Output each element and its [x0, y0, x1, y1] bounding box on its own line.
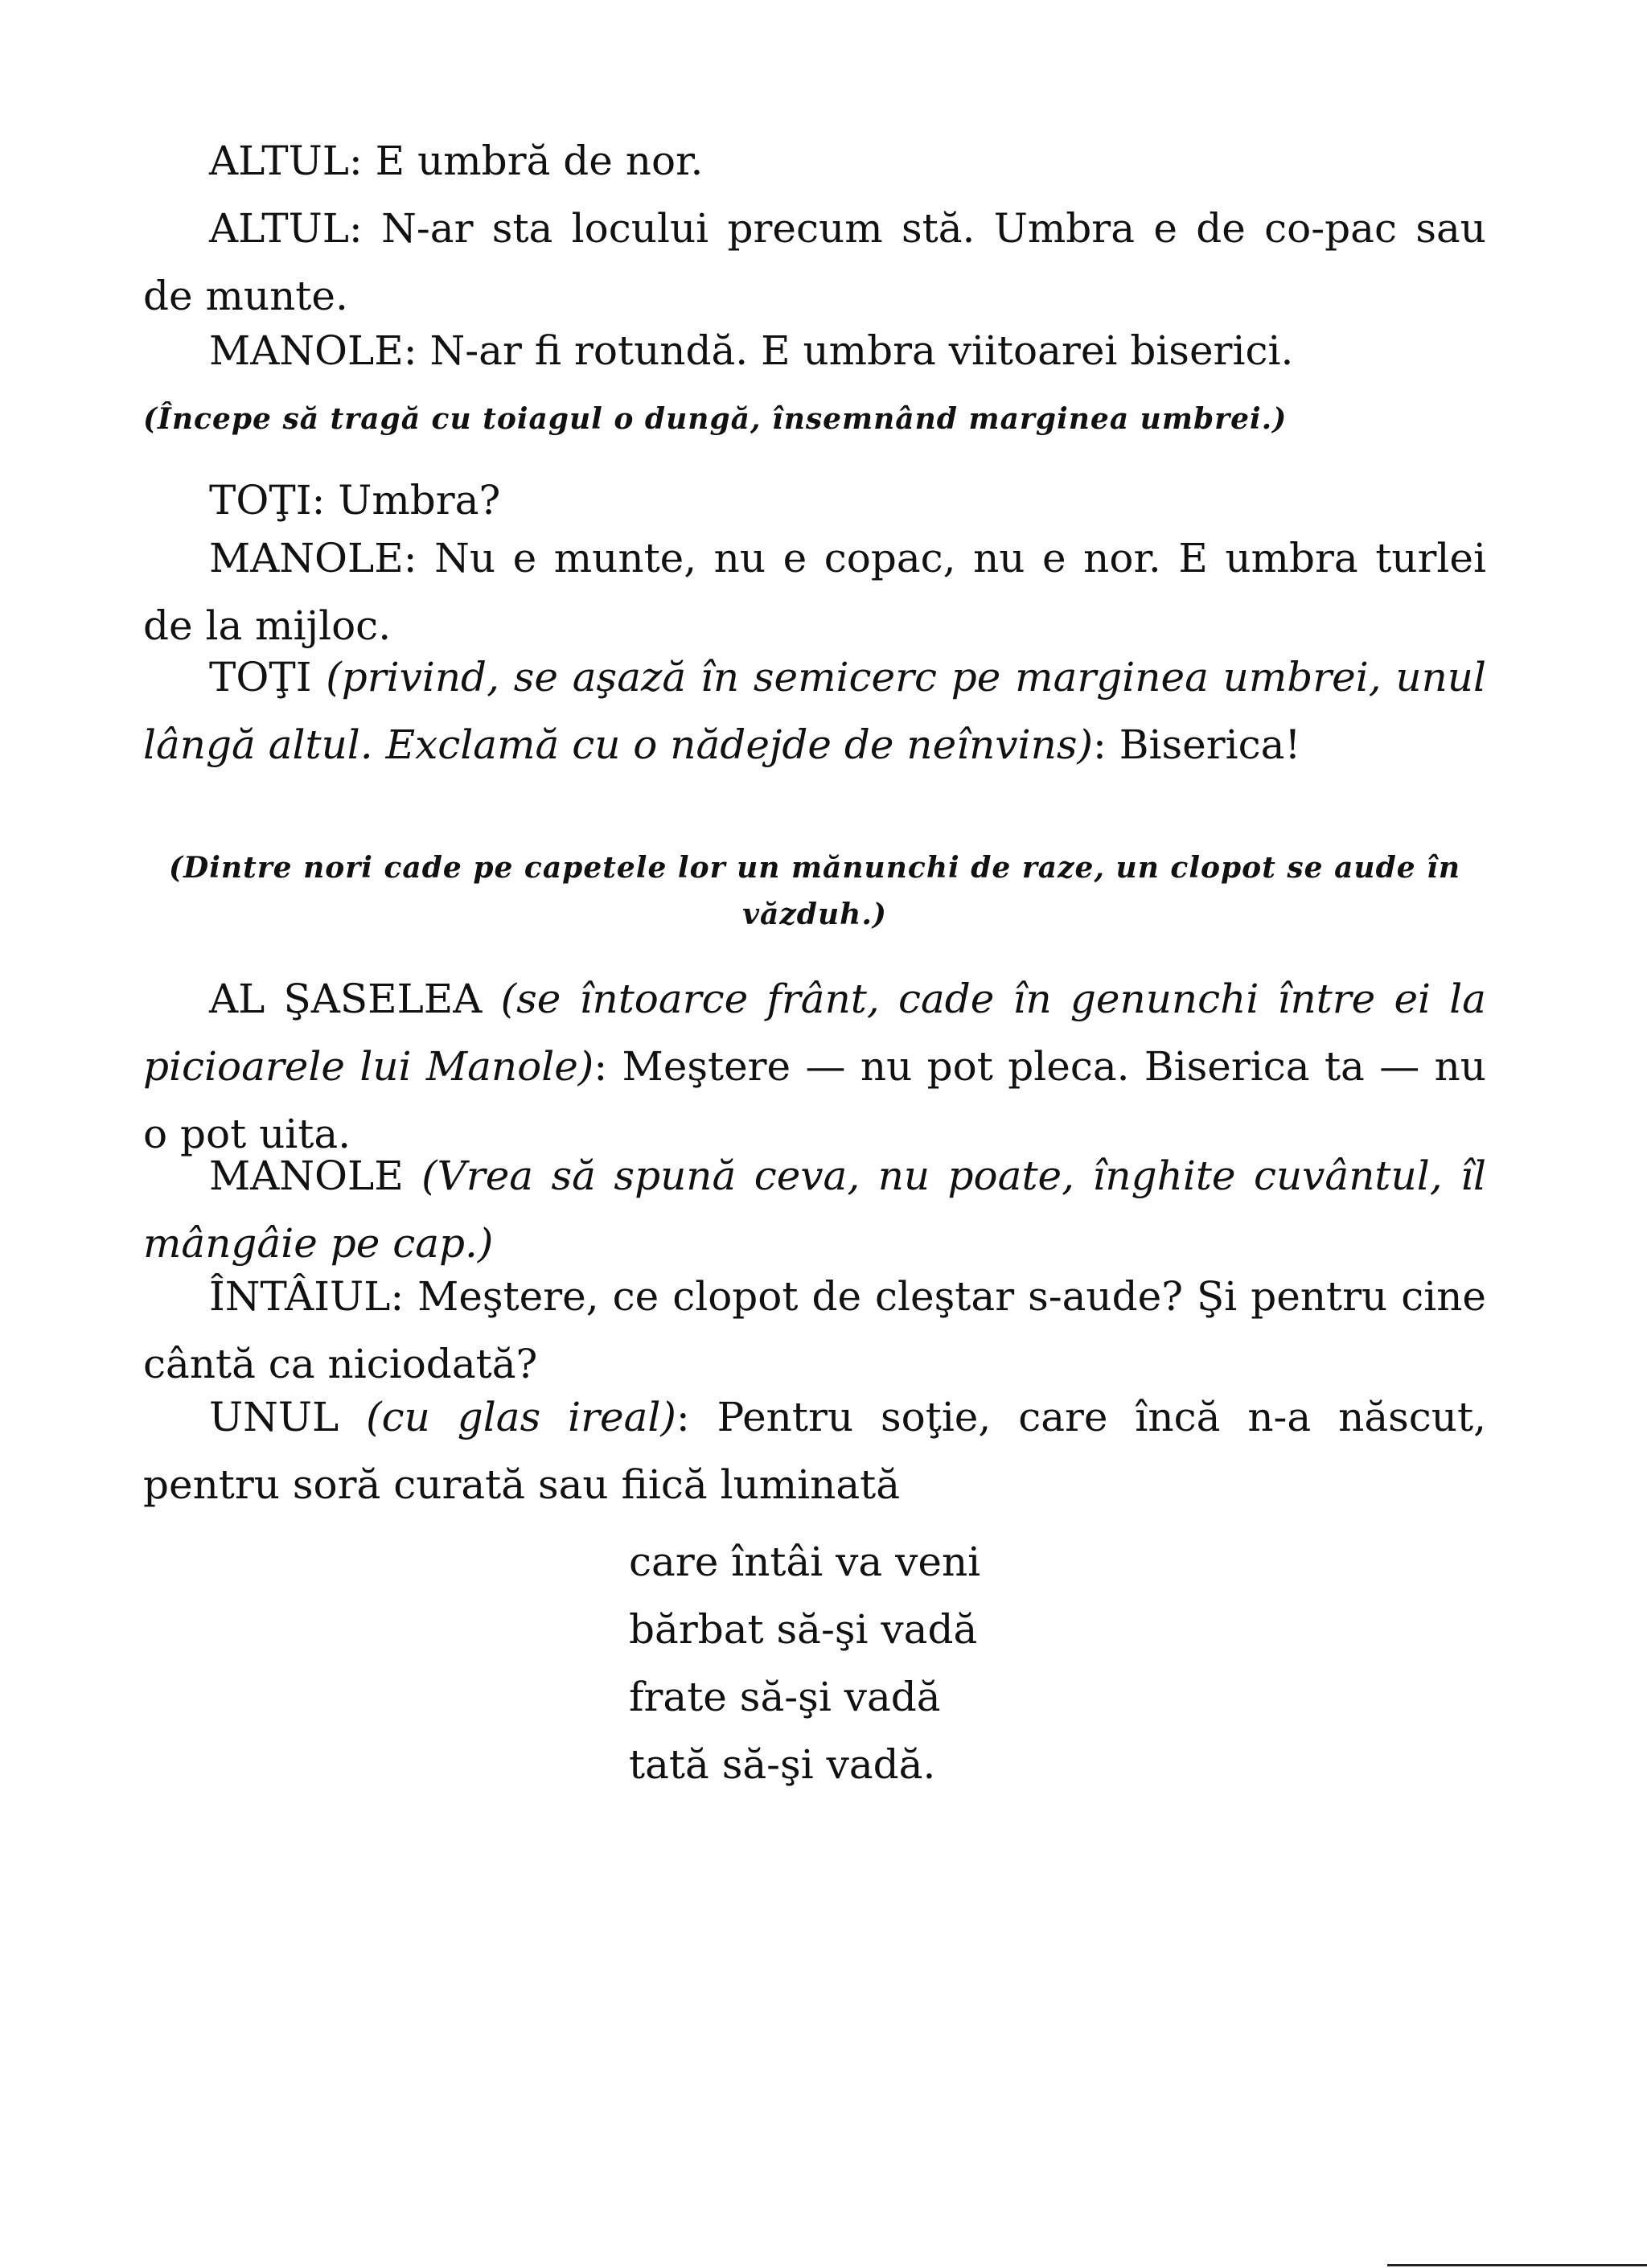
dialogue-text: : Biserica!: [1092, 721, 1301, 768]
speaker-name: AL ŞASELEA: [209, 976, 483, 1022]
speaker-name: ÎNTÂIUL:: [209, 1273, 405, 1320]
speaker-name: MANOLE:: [209, 535, 417, 581]
dialogue-line-toti-2: [143, 643, 1486, 779]
speaker-name: TOŢI:: [209, 477, 326, 524]
dialogue-line-intaiul: [143, 1263, 1486, 1398]
dialogue-line-unul: [143, 1383, 1486, 1518]
verse-line: frate să-şi vadă: [629, 1674, 941, 1720]
stage-direction-inline: (Vrea să spună ceva, nu poate, înghite cuvântul, îl mângâie pe cap.): [143, 1152, 1486, 1267]
dialogue-text: Umbra?: [325, 477, 501, 524]
verse-line: tată să-şi vadă.: [629, 1741, 936, 1788]
dialogue-line-manole-2: [143, 524, 1486, 659]
dialogue-line-al-saselea: [143, 965, 1486, 1168]
verse-block: [629, 1528, 980, 1798]
speaker-name: ALTUL:: [209, 205, 363, 252]
dialogue-line-manole-1: [143, 317, 1486, 384]
speaker-name: UNUL: [209, 1394, 339, 1440]
verse-line: care întâi va veni: [629, 1539, 981, 1585]
stage-direction-2: (Dintre nori cade pe capetele lor un mănunchi de raze, un clopot se aude în văzduh.): [168, 851, 1461, 931]
page-edge-line: [1387, 2264, 1647, 2266]
speaker-name: TOŢI: [209, 654, 312, 701]
stage-direction-1: (Începe să tragă cu toiagul o dungă, însemnând marginea umbrei.): [143, 402, 1288, 436]
speaker-name: MANOLE: [209, 1152, 404, 1199]
dialogue-line-manole-3: [143, 1142, 1486, 1277]
dialogue-text: : Meştere — nu pot pleca. Biserica ta — nu o pot uita.: [143, 1043, 1486, 1157]
dialogue-text: E umbră de nor.: [362, 138, 704, 184]
stage-direction-inline: (se întoarce frânt, cade în genunchi între ei la picioarele lui Manole): [143, 976, 1486, 1090]
verse-line: bărbat să-şi vadă: [629, 1606, 978, 1653]
dialogue-text: : Pentru soţie, care încă n-a născut, pentru soră curată sau fiică luminată: [143, 1394, 1486, 1508]
dialogue-text: Meştere, ce clopot de cleştar s-aude? Şi pentru cine cântă ca niciodată?: [143, 1273, 1486, 1387]
dialogue-text: N-ar fi rotundă. E umbra viitoarei biserici.: [417, 327, 1294, 374]
stage-direction-inline: (privind, se aşază în semicerc pe marginea umbrei, unul lângă altul. Exclamă cu o nădejde de neînvins): [143, 654, 1486, 768]
speaker-name: ALTUL:: [209, 138, 363, 184]
dialogue-text: Nu e munte, nu e copac, nu e nor. E umbra turlei de la mijloc.: [143, 535, 1486, 649]
dialogue-line-altul-1: [143, 127, 1486, 195]
dialogue-line-altul-2: [143, 195, 1486, 330]
dialogue-text: N-ar sta locului precum stă. Umbra e de co-pac sau de munte.: [143, 205, 1486, 319]
speaker-name: MANOLE:: [209, 327, 417, 374]
stage-direction-inline: (cu glas ireal): [339, 1394, 676, 1440]
